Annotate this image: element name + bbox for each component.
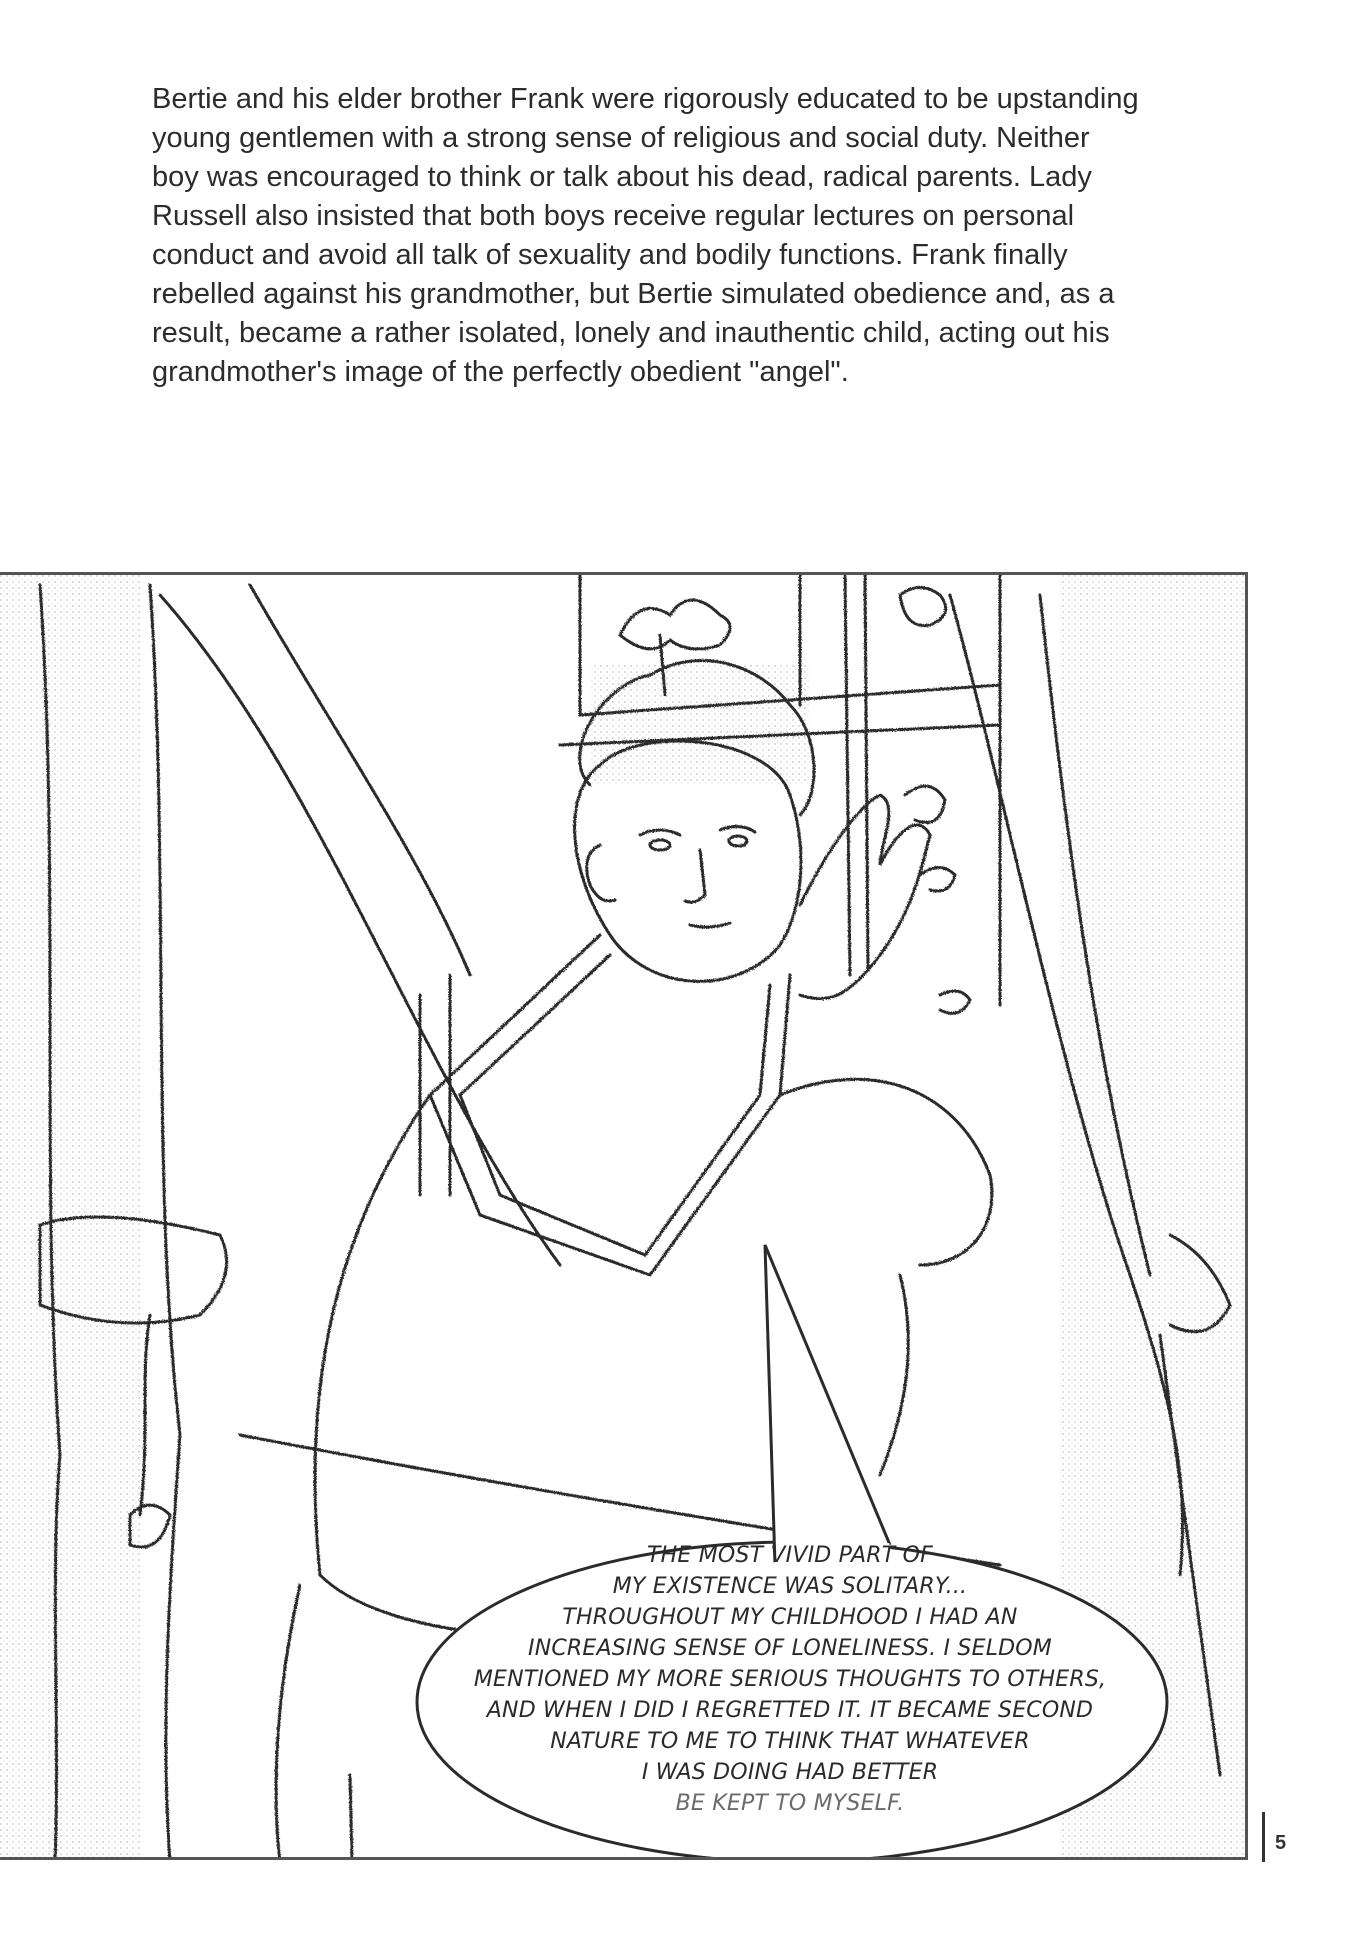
speech-bubble-tail [765, 1245, 890, 1565]
speech-line: AND WHEN I DID I REGRETTED IT. IT BECAME SECOND [486, 1698, 1094, 1723]
intro-line: young gentlemen with a strong sense of religious and social duty. Neither [152, 122, 1090, 154]
speech-line: I WAS DOING HAD BETTER [641, 1760, 939, 1785]
intro-line: Bertie and his elder brother Frank were rigorously educated to be upstanding [152, 83, 1139, 115]
page-marker-bar [1262, 1812, 1265, 1862]
intro-paragraph [152, 80, 1272, 392]
speech-line: NATURE TO ME TO THINK THAT WHATEVER [550, 1729, 1030, 1754]
speech-line: MY EXISTENCE WAS SOLITARY... [612, 1574, 968, 1599]
speech-line: THE MOST VIVID PART OF [647, 1543, 933, 1568]
intro-line: rebelled against his grandmother, but Bertie simulated obedience and, as a [152, 278, 1115, 310]
intro-line: Russell also insisted that both boys receive regular lectures on personal [152, 200, 1075, 232]
intro-line: result, became a rather isolated, lonely and inauthentic child, acting out his [152, 317, 1110, 349]
speech-line: THROUGHOUT MY CHILDHOOD I HAD AN [562, 1605, 1018, 1630]
speech-line: INCREASING SENSE OF LONELINESS. I SELDOM [528, 1636, 1052, 1661]
intro-line: boy was encouraged to think or talk about his dead, radical parents. Lady [152, 161, 1092, 193]
speech-line: MENTIONED MY MORE SERIOUS THOUGHTS TO OTHERS, [473, 1667, 1107, 1692]
speech-bubble-text [440, 1540, 1140, 1860]
page-number: 5 [1275, 1832, 1287, 1854]
intro-line: conduct and avoid all talk of sexuality and bodily functions. Frank finally [152, 239, 1068, 271]
speech-line: BE KEPT TO MYSELF. [675, 1791, 905, 1816]
intro-line: grandmother's image of the perfectly obedient "angel". [152, 356, 849, 388]
